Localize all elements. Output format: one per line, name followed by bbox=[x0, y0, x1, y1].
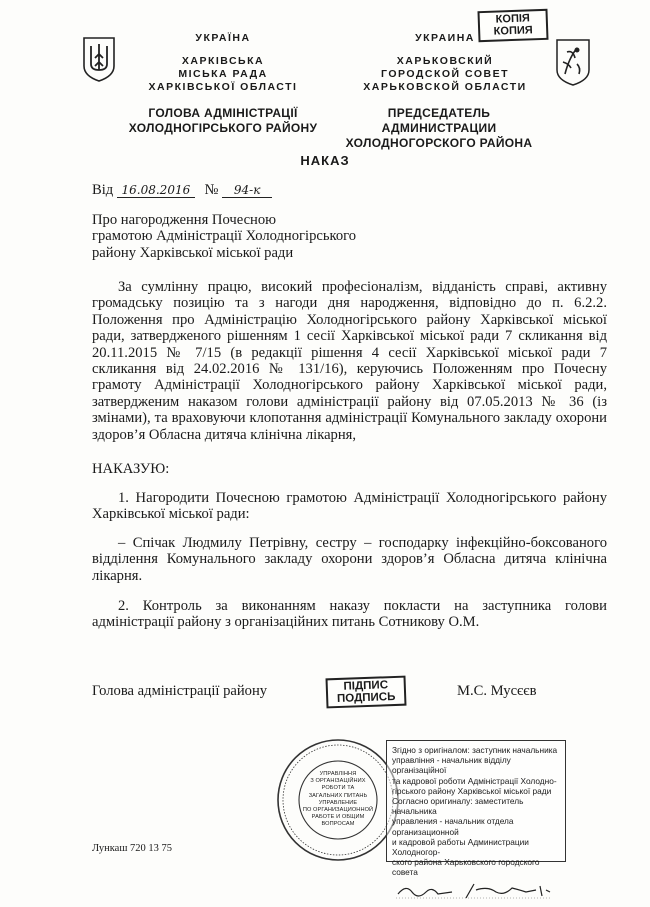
copy-stamp-ua: КОПІЯ bbox=[495, 12, 531, 26]
certification-line-5: Согласно оригиналу: заместитель начальника bbox=[392, 796, 524, 817]
number-value: 94-к bbox=[222, 183, 272, 198]
header-ua-admin-2: ХОЛОДНОГІРСЬКОГО РАЙОНУ bbox=[128, 121, 318, 135]
header-ua-council-3: ХАРКІВСЬКОЇ ОБЛАСТІ bbox=[148, 81, 298, 93]
certification-line-7: и кадровой работы Администрации Холодногор- bbox=[392, 836, 529, 858]
header-ru-admin-1: ПРЕДСЕДАТЕЛЬ АДМИНИСТРАЦИИ bbox=[381, 106, 497, 135]
signature-stamp bbox=[326, 676, 407, 709]
kharkiv-coat-of-arms-icon bbox=[555, 38, 591, 86]
certification-line-1: Згідно з оригіналом: заступник начальника bbox=[392, 745, 558, 755]
seal-inner-3: РОБОТИ ТА bbox=[321, 785, 355, 792]
footer-executor: Лункаш 720 13 75 bbox=[92, 843, 173, 854]
order-item-1: 1. Нагородити Почесною грамотою Адміністрації Холодногірського району Харківської міської ради: bbox=[92, 490, 607, 523]
seal-inner-8: ВОПРОСАМ bbox=[321, 821, 355, 828]
subject-line-2: грамотою Адміністрації Холодногірського bbox=[92, 228, 357, 245]
header-ru bbox=[345, 32, 545, 94]
certification-box bbox=[386, 740, 566, 878]
header-ru-country: УКРАИНА bbox=[415, 32, 475, 44]
doc-title: НАКАЗ bbox=[300, 153, 350, 168]
signatory-position: Голова адміністрації району bbox=[92, 683, 268, 699]
date-line bbox=[92, 182, 272, 199]
seal-inner-7: РАБОТЕ И ОБЩИМ bbox=[311, 814, 365, 821]
seal-inner-6: ПО ОРГАНИЗАЦИОННОЙ bbox=[302, 807, 374, 814]
subject bbox=[92, 212, 412, 261]
header-ru-council-1: ХАРЬКОВСКИЙ bbox=[396, 55, 494, 67]
certification-line-3: та кадрової роботи Адміністрації Холодно- bbox=[392, 775, 557, 786]
seal-inner-5: УПРАВЛЕНИЕ bbox=[318, 799, 358, 806]
number-prefix: № bbox=[204, 182, 219, 198]
header-ru-council-3: ХАРЬКОВСКОЙ ОБЛАСТИ bbox=[363, 81, 527, 93]
preamble: За сумлінну працю, високий професіоналізм, відданість справі, активну громадську позицію та з нагоди дня народження, відповідно до п. 6.2.2. Положення про Адміністрацію Холодногірського району Харківської міської ради, затвердженого рішенням 1 сесії Харківської міської ради 7 скликання від 20.11.2015 № 7/15 (в редакції рішення 4 сесії Харківської міської ради 7 скликання від 24.02.2016 № 131/16), керуючись Положенням про Почесну грамоту Адміністрації Холодногірського району Харківської міської ради, затвердженим наказом голови адміністрації району від 07.05.2013 № 36 (із змінами), та враховуючи клопотання адміністрації Комунального закладу охорони здоров’я Обласна дитяча клінічна лікарня, bbox=[92, 279, 607, 443]
round-seal bbox=[276, 738, 400, 862]
trident-emblem-icon bbox=[82, 36, 116, 82]
date-prefix: Від bbox=[92, 182, 114, 198]
signature-stamp-ua: ПІДПИС bbox=[343, 679, 389, 693]
header-ua-council-1: ХАРКІВСЬКА bbox=[181, 55, 265, 67]
certification-line-6: управления - начальник отдела организационной bbox=[392, 816, 514, 837]
round-seal-inner-text bbox=[298, 771, 378, 829]
order-item-2: 2. Контроль за виконанням наказу покласти на заступника голови адміністрації району з організаційних питань Сотникову О.М. bbox=[92, 598, 607, 631]
subject-line-3: району Харківської міської ради bbox=[92, 244, 294, 261]
header-ua-country: УКРАЇНА bbox=[195, 32, 251, 44]
seal-inner-2: З ОРГАНІЗАЦІЙНИХ bbox=[310, 778, 366, 785]
handwritten-signatures-icon bbox=[392, 880, 557, 902]
signatory-name: М.С. Мусєєв bbox=[457, 683, 537, 699]
seal-inner-4: ЗАГАЛЬНИХ ПИТАНЬ bbox=[308, 792, 368, 799]
date-value: 16.08.2016 bbox=[117, 183, 195, 198]
certification-line-2: управління - начальник відділу організаційної bbox=[392, 755, 511, 776]
awardee: – Спічак Людмилу Петрівну, сестру – господарку інфекційно-боксованого відділення Комунального закладу охорони здоров’я Обласна дитяча клінічна лікарня. bbox=[92, 535, 607, 584]
header-ru-admin bbox=[330, 106, 548, 151]
header-ru-council-2: ГОРОДСКОЙ СОВЕТ bbox=[381, 68, 509, 80]
signature-stamp-ru: ПОДПИСЬ bbox=[336, 690, 396, 706]
header-ua-admin-1: ГОЛОВА АДМІНІСТРАЦІЇ bbox=[148, 106, 298, 120]
subject-line-1: Про нагородження Почесною bbox=[92, 212, 277, 228]
header-ua bbox=[128, 32, 318, 94]
header-ua-council-2: МІСЬКА РАДА bbox=[178, 68, 268, 80]
header-ua-admin bbox=[118, 106, 328, 136]
header-ru-admin-2: ХОЛОДНОГОРСКОГО РАЙОНА bbox=[345, 136, 533, 150]
copy-stamp-ru: КОПИЯ bbox=[493, 24, 533, 38]
seal-inner-1: УПРАВЛІННЯ bbox=[319, 771, 357, 777]
certification-line-4: гірського району Харківської міської ради bbox=[392, 785, 552, 796]
order-word: НАКАЗУЮ: bbox=[92, 461, 170, 477]
certification-line-8: ского района Харьковского городского совета bbox=[392, 857, 540, 878]
